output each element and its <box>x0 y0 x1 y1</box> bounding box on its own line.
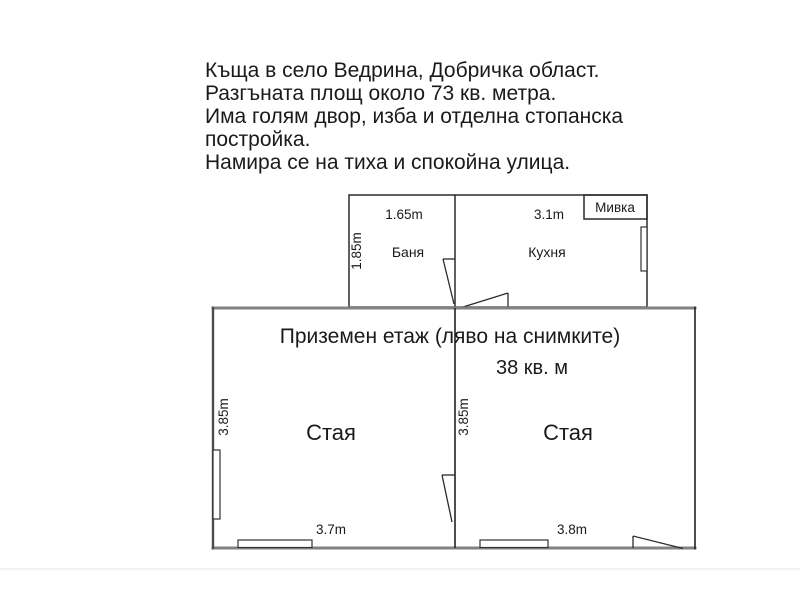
rooms-divider-door-swing <box>442 475 452 522</box>
description-line: постройка. <box>205 128 311 151</box>
floor-area-label: 38 кв. м <box>495 357 569 379</box>
bathroom-label: Баня <box>391 244 425 260</box>
left-room-label: Стая <box>306 420 356 445</box>
kitchen-label: Кухня <box>528 244 566 260</box>
upper-section <box>349 195 647 307</box>
left-room-bottom-window <box>238 540 312 548</box>
left-room-width-label: 3.7m <box>315 522 347 537</box>
description-line: Разгъната площ около 73 кв. метра. <box>205 82 557 105</box>
bathroom-door-swing <box>443 259 454 304</box>
kitchen-width-label: 3.1m <box>533 207 565 222</box>
left-room-height-label: 3.85m <box>216 398 231 436</box>
description-line: Намира се на тиха и спокойна улица. <box>205 151 571 174</box>
sink-label: Мивка <box>595 200 635 215</box>
bathroom-height-label: 1.85m <box>349 232 364 270</box>
left-room-side-window <box>213 450 220 519</box>
right-room-height-label: 3.85m <box>456 398 471 436</box>
right-room-width-label: 3.8m <box>556 522 588 537</box>
kitchen-door-swing <box>463 293 508 307</box>
right-room-label: Стая <box>543 420 593 445</box>
kitchen-window <box>641 227 647 271</box>
bathroom-width-label: 1.65m <box>385 207 423 222</box>
description-line: Има голям двор, изба и отделна стопанска <box>205 105 624 128</box>
main-section <box>212 307 697 550</box>
floor-title: Приземен етаж (ляво на снимките) <box>279 325 621 348</box>
description-line: Къща в село Ведрина, Добричка област. <box>205 59 600 82</box>
right-room-bottom-window <box>480 540 548 548</box>
